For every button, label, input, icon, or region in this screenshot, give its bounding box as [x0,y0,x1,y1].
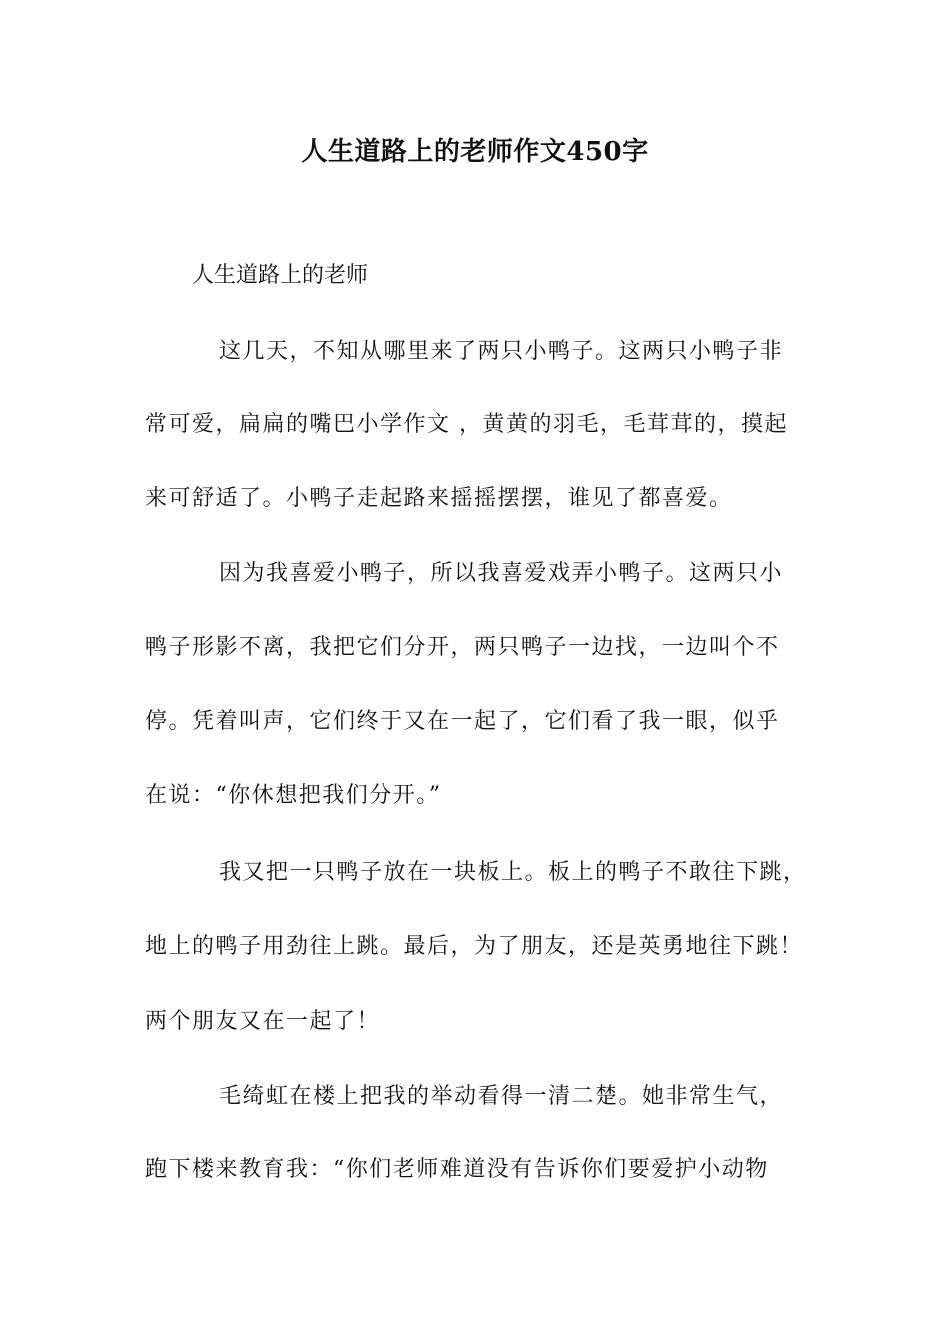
document-title: 人生道路上的老师作文450字 [301,137,649,167]
paragraph-3-line-3: 两个朋友又在一起了！ [145,1009,381,1034]
paragraph-3-line-1: 我又把一只鸭子放在一块板上。板上的鸭子不敢往下跳， [219,860,807,885]
paragraph-2-line-1: 因为我喜爱小鸭子，所以我喜爱戏弄小鸭子。这两只小 [219,561,784,586]
paragraph-4-line-1: 毛绮虹在楼上把我的举动看得一清二楚。她非常生气， [219,1084,784,1109]
paragraph-4-line-2: 跑下楼来教育我：“你们老师难道没有告诉你们要爱护小动物 [145,1157,769,1182]
paragraph-1-line-2: 常可爱，扁扁的嘴巴小学作文 ，黄黄的羽毛，毛茸茸的，摸起 [145,412,788,437]
paragraph-3-line-2: 地上的鸭子用劲往上跳。最后，为了朋友，还是英勇地往下跳！ [145,934,804,959]
paragraph-2-line-4: 在说：“你休想把我们分开。” [145,783,442,808]
essay-heading: 人生道路上的老师 [192,263,369,288]
paragraph-1-line-3: 来可舒适了。小鸭子走起路来摇摇摆摆，谁见了都喜爱。 [145,486,733,511]
paragraph-2-line-3: 停。凭着叫声，它们终于又在一起了，它们看了我一眼，似乎 [145,709,780,734]
paragraph-2-line-2: 鸭子形影不离，我把它们分开，两只鸭子一边找，一边叫个不 [145,635,780,660]
paragraph-1-line-1: 这几天，不知从哪里来了两只小鸭子。这两只小鸭子非 [219,339,784,364]
